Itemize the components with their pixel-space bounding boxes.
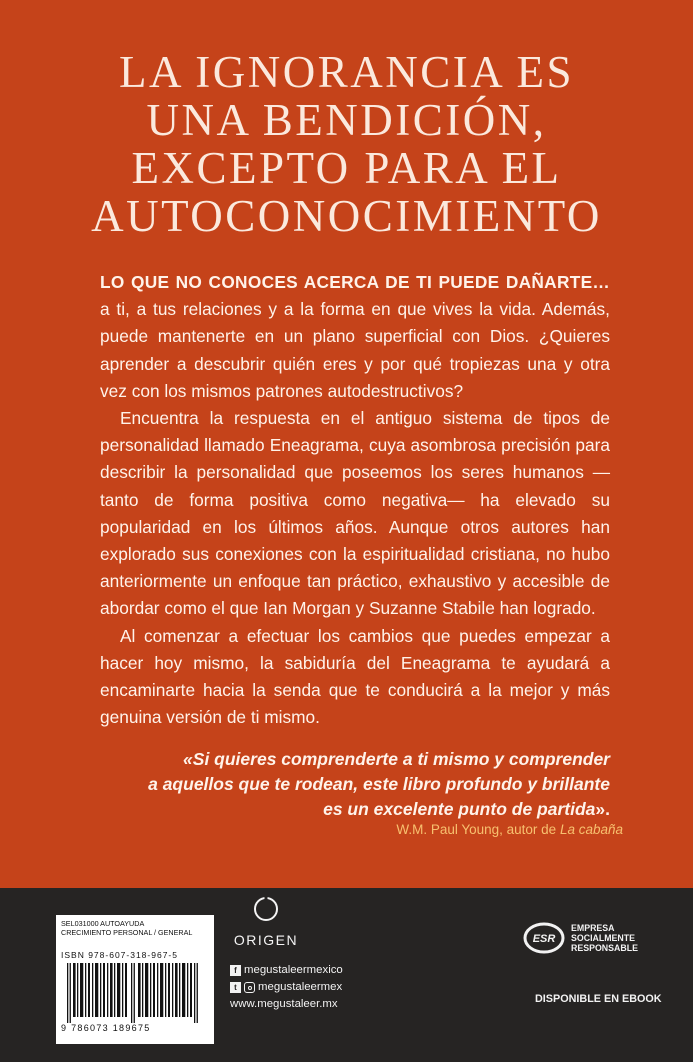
synopsis-paragraph-1 bbox=[100, 269, 610, 405]
twitter-instagram-handle: megustaleermex bbox=[258, 981, 343, 993]
headline-line-2: UNA BENDICIÓN, bbox=[146, 95, 547, 145]
facebook-link[interactable] bbox=[230, 962, 343, 979]
headline bbox=[0, 48, 693, 240]
attribution-book-title: La cabaña bbox=[559, 822, 623, 837]
synopsis-paragraph-1-text: a ti, a tus relaciones y a la forma en que vives la vida. Además, puede mantenerte en un plano superficial con Dios. ¿Quieres aprender a descubrir quién eres y por qué tropiezas una y otra vez con los mismos patrones autodestructivos? bbox=[100, 299, 610, 401]
quote-close: ». bbox=[595, 799, 610, 819]
quote-line-3 bbox=[70, 797, 610, 822]
blurb-quote bbox=[70, 747, 610, 822]
quote-line-2: a aquellos que te rodean, este libro profundo y brillante bbox=[148, 774, 610, 794]
headline-line-3: EXCEPTO PARA EL bbox=[131, 143, 562, 193]
ebook-availability: DISPONIBLE EN EBOOK bbox=[535, 993, 662, 1005]
synopsis-lead: LO QUE NO CONOCES ACERCA DE TI PUEDE DAÑARTE… bbox=[100, 272, 610, 292]
esr-label bbox=[571, 923, 638, 953]
esr-line-3: RESPONSABLE bbox=[571, 943, 638, 953]
publisher-name: ORIGEN bbox=[233, 932, 299, 948]
barcode-box bbox=[56, 915, 214, 1044]
esr-line-1: EMPRESA bbox=[571, 923, 615, 933]
facebook-icon: f bbox=[230, 965, 241, 976]
synopsis-paragraph-3: Al comenzar a efectuar los cambios que puedes empezar a hacer hoy mismo, la sabiduría del Eneagrama te ayudará a encaminarte hacia la senda que te conducirá a la mejor y más genuina versión de ti mismo. bbox=[100, 625, 610, 728]
website-link[interactable] bbox=[230, 996, 343, 1013]
barcode-icon bbox=[61, 963, 207, 1023]
bisac-category: SEL031000 AUTOAYUDA bbox=[61, 919, 145, 928]
attribution-author: W.M. Paul Young, autor de bbox=[396, 822, 560, 837]
twitter-icon: t bbox=[230, 982, 241, 993]
quote-line-1: «Si quieres comprenderte a ti mismo y comprender bbox=[183, 749, 610, 769]
barcode-digits: 9 786073 189675 bbox=[61, 1023, 151, 1033]
instagram-icon bbox=[244, 982, 255, 993]
website-url: www.megustaleer.mx bbox=[230, 998, 338, 1010]
origen-circle-logo-icon bbox=[251, 893, 281, 925]
quote-line-3-text: es un excelente punto de partida bbox=[323, 799, 596, 819]
synopsis-paragraph-2: Encuentra la respuesta en el antiguo sistema de tipos de personalidad llamado Eneagrama, cuya asombrosa precisión para describir la personalidad que poseemos los seres humanos —tanto de forma positiva como negativa— ha elevado su popularidad en los últimos años. Aunque otros autores han explorado sus conexiones con la espiritualidad cristiana, no hubo anteriormente un enfoque tan práctico, exhaustivo y accesible de abordar como el que Ian Morgan y Suzanne Stabile han logrado. bbox=[100, 408, 610, 619]
publisher-logo bbox=[228, 893, 304, 948]
quote-attribution bbox=[300, 822, 623, 837]
headline-line-4: AUTOCONOCIMIENTO bbox=[91, 191, 602, 241]
headline-line-1: LA IGNORANCIA ES bbox=[118, 47, 575, 97]
facebook-handle: megustaleermexico bbox=[244, 964, 343, 976]
esr-badge-text: ESR bbox=[532, 933, 556, 945]
esr-badge-icon bbox=[523, 920, 565, 956]
twitter-instagram-link[interactable] bbox=[230, 979, 343, 996]
esr-seal bbox=[523, 920, 638, 956]
bisac-subcategory: CRECIMIENTO PERSONAL / GENERAL bbox=[61, 928, 193, 937]
isbn-number: ISBN 978-607-318-967-5 bbox=[61, 950, 178, 960]
synopsis bbox=[100, 269, 610, 731]
social-links bbox=[230, 962, 343, 1013]
esr-line-2: SOCIALMENTE bbox=[571, 933, 636, 943]
